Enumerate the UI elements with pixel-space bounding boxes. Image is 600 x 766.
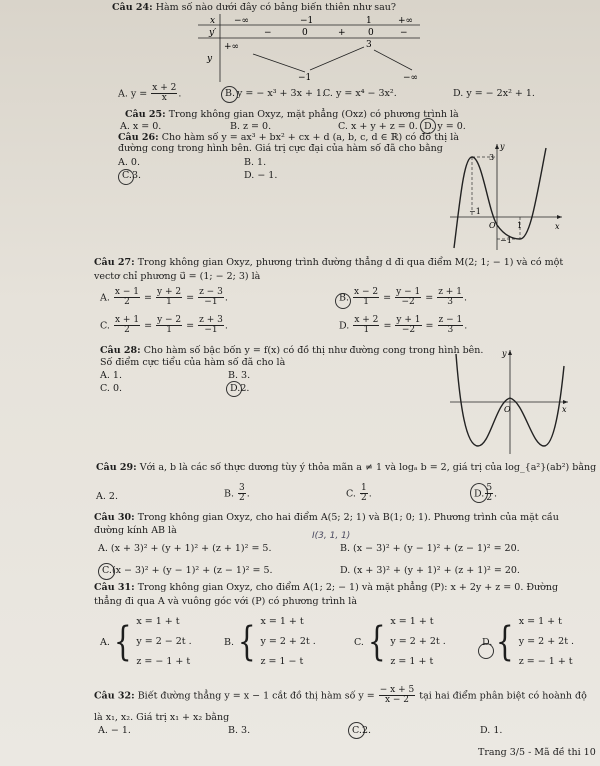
q28-option-b[interactable]: B. 3.: [228, 370, 251, 381]
q30-option-c[interactable]: C.(x − 3)² + (y − 1)² + (z − 1)² = 5.: [102, 565, 273, 576]
table-x-1: −∞: [234, 16, 250, 26]
q30-option-b[interactable]: B. (x − 3)² + (y − 1)² + (z − 1)² = 20.: [340, 543, 520, 554]
table-x-label: x: [210, 16, 216, 26]
q26-graph-origin: O: [489, 221, 496, 230]
q28-option-d[interactable]: D.2.: [230, 383, 250, 394]
q25-option-d[interactable]: D. y = 0.: [424, 121, 466, 132]
q27-option-c[interactable]: C. $\frac{x + 1}{2}$ = $\frac{y - 2}{1}$ = $\frac{z + 3}{-1}$ .: [100, 315, 228, 336]
q32-option-d[interactable]: D. 1.: [480, 725, 503, 736]
table-yp-3: +: [338, 28, 346, 38]
q26-tick-y-neg1: −1: [500, 236, 512, 245]
q26-tick-x1: 1: [517, 221, 523, 230]
q28-quartic-graph: [446, 346, 570, 456]
q25-stem: Câu 25: Trong không gian Oxyz, mặt phẳng (Oxz) có phương trình là: [125, 109, 459, 120]
table-y-label: y: [207, 54, 213, 64]
variation-table: [198, 14, 420, 82]
q27-stem-2: vectơ chỉ phương u⃗ = (1; − 2; 3) là: [94, 271, 261, 282]
table-y-3: −1: [298, 73, 312, 82]
q28-graph-x-label: x: [562, 405, 567, 414]
q26-tick-y3: 3: [489, 153, 495, 162]
table-y-2: 3: [366, 40, 372, 50]
q32-option-c[interactable]: C.2.: [352, 725, 372, 736]
q27-option-b[interactable]: B. $\frac{x - 2}{1}$ = $\frac{y - 1}{-2}$ = $\frac{z + 1}{3}$ .: [339, 287, 467, 308]
q29-option-c[interactable]: C. $\frac{1}{2}$ .: [346, 483, 372, 504]
q28-option-a[interactable]: A. 1.: [100, 370, 122, 381]
q29-option-d[interactable]: D. $\frac{5}{2}$ .: [474, 483, 498, 504]
q28-stem-2: Số điểm cực tiểu của hàm số đã cho là: [100, 357, 286, 368]
q24-stem: [112, 3, 396, 14]
q27-stem-1: Câu 27: Trong không gian Oxyz, phương trình đường thẳng d đi qua điểm M(2; 1; − 1) và có một: [94, 257, 564, 268]
q25-option-b[interactable]: B. z = 0.: [230, 121, 272, 132]
q32-option-a[interactable]: A. − 1.: [98, 725, 131, 736]
q30-option-d[interactable]: D. (x + 3)² + (y + 1)² + (z + 1)² = 20.: [340, 565, 520, 576]
table-yp-5: −: [400, 28, 408, 38]
q30-option-a[interactable]: A. (x + 3)² + (y + 1)² + (z + 1)² = 5.: [98, 543, 272, 554]
q26-graph-y-label: y: [500, 142, 505, 151]
q28-graph-y-label: y: [502, 349, 507, 358]
table-x-3: 1: [366, 16, 372, 26]
q24-option-a[interactable]: A. y = $\frac{x + 2}{x}$ .: [118, 83, 182, 104]
page-footer: Trang 3/5 - Mã đề thi 10: [478, 747, 596, 758]
q29-option-b[interactable]: B. $\frac{3}{2}$ .: [224, 483, 250, 504]
q27-option-a[interactable]: A. $\frac{x - 1}{2}$ = $\frac{y + 2}{1}$ = $\frac{z - 3}{-1}$ .: [100, 287, 228, 308]
q26-stem-1: Câu 26: Cho hàm số y = ax³ + bx² + cx + d (a, b, c, d ∈ ℝ) có đồ thị là: [118, 132, 459, 143]
table-y-1: +∞: [224, 42, 240, 52]
q24-head: Câu 24:: [112, 2, 153, 13]
q31-stem-1: Câu 31: Trong không gian Oxyz, cho điểm A(1; 2; − 1) và mặt phẳng (P): x + 2y + z = 0. Đường: [94, 582, 559, 593]
q26-option-d[interactable]: D. − 1.: [244, 170, 278, 181]
q28-stem-1: Câu 28: Cho hàm số bậc bốn y = f(x) có đồ thị như đường cong trong hình bên.: [100, 345, 484, 356]
q32-stem-2: là x₁, x₂. Giá trị x₁ + x₂ bằng: [94, 712, 230, 723]
q24-text: Hàm số nào dưới đây có bảng biến thiên như sau?: [155, 2, 397, 13]
q30-stem-2: đường kính AB là: [94, 525, 177, 536]
table-yp-2: 0: [302, 28, 308, 38]
q31-option-d[interactable]: D. { x = 1 + t y = 2 + 2t . z = − 1 + t: [482, 616, 575, 667]
table-x-2: −1: [300, 16, 314, 26]
q31-option-c[interactable]: C. { x = 1 + t y = 2 + 2t . z = 1 + t: [354, 616, 446, 667]
q30-stem-1: Câu 30: Trong không gian Oxyz, cho hai điểm A(5; 2; 1) và B(1; 0; 1). Phương trình của mặt cầu: [94, 512, 559, 523]
q32-stem-1: Câu 32: Biết đường thẳng y = x − 1 cắt đồ thị hàm số y = $\frac{- x + 5}{x - 2}$ tại hai điểm phân biệt có hoành độ: [94, 685, 587, 706]
q26-stem-2: đường cong trong hình bên. Giá trị cực đại của hàm số đã cho bằng: [118, 143, 443, 154]
q26-option-c[interactable]: C.3.: [122, 170, 142, 181]
q26-graph-x-label: x: [555, 222, 560, 231]
table-yp-1: −: [264, 28, 272, 38]
q29-option-a[interactable]: A. 2.: [96, 491, 118, 502]
q31-option-a[interactable]: A. { x = 1 + t y = 2 − 2t . z = − 1 + t: [100, 616, 192, 667]
q29-stem: Câu 29: Với a, b là các số thực dương tùy ý thỏa mãn a ≠ 1 và logₐ b = 2, giá trị của log_{a²}(ab²) bằng: [96, 462, 597, 473]
q26-cubic-graph: [444, 140, 564, 252]
table-yprime-label: y′: [209, 28, 217, 38]
q28-graph-origin: O: [504, 405, 511, 414]
q26-option-b[interactable]: B. 1.: [244, 157, 267, 168]
q31-stem-2: thẳng đi qua A và vuông góc với (P) có phương trình là: [94, 596, 357, 607]
table-y-4: −∞: [403, 73, 419, 82]
q24-option-c[interactable]: C. y = x⁴ − 3x².: [323, 88, 397, 99]
q24-option-b[interactable]: B. y = − x³ + 3x + 1.: [225, 88, 325, 99]
q24-option-d[interactable]: D. y = − 2x² + 1.: [453, 88, 535, 99]
q28-option-c[interactable]: C. 0.: [100, 383, 123, 394]
q25-option-a[interactable]: A. x = 0.: [120, 121, 162, 132]
table-yp-4: 0: [368, 28, 374, 38]
table-x-4: +∞: [398, 16, 414, 26]
q27-option-d[interactable]: D. $\frac{x + 2}{1}$ = $\frac{y + 1}{-2}$ = $\frac{z - 1}{3}$ .: [339, 315, 468, 336]
q26-option-a[interactable]: A. 0.: [118, 157, 140, 168]
q26-tick-x-neg1: −1: [469, 207, 481, 216]
q32-option-b[interactable]: B. 3.: [228, 725, 251, 736]
q25-option-c[interactable]: C. x + y + z = 0.: [338, 121, 418, 132]
handwritten-note: I(3, 1, 1): [312, 531, 351, 541]
q31-option-b[interactable]: B. { x = 1 + t y = 2 + 2t . z = 1 − t: [224, 616, 316, 667]
